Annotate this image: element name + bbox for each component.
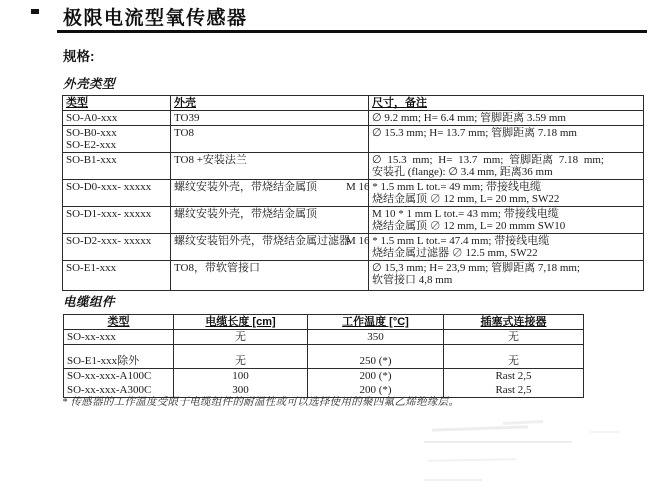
cell-temp: 350 xyxy=(308,330,444,345)
cell-housing: 螺纹安装外壳，带烧结金属顶 xyxy=(171,207,369,234)
cell-connector: 无 xyxy=(444,330,584,345)
cell-housing: TO8 xyxy=(171,126,369,153)
cell-length: 100 xyxy=(174,369,308,384)
cell-type: SO-E1-xxx xyxy=(63,261,171,291)
col-header-length: 电缆长度 [cm] xyxy=(174,315,308,330)
scan-artifact xyxy=(432,425,528,431)
cell-type: SO-B1-xxx xyxy=(63,153,171,180)
cell-length: 无 xyxy=(174,330,308,345)
cell-length: 300 xyxy=(174,383,308,398)
table-row xyxy=(64,345,584,369)
cell-housing: TO8 +安装法兰 xyxy=(171,153,369,180)
col-header-connector: 插塞式连接器 xyxy=(444,315,584,330)
temperature-footnote: * 传感器的工作温度受限于电缆组件的耐温性或可以选择使用的聚四氟乙烯绝缘层。 xyxy=(62,397,460,408)
table-row xyxy=(64,330,584,345)
cell-housing: 螺纹安装铝外壳，带烧结金属过滤器 xyxy=(171,234,369,261)
cell-housing: TO8，带软管接口 xyxy=(171,261,369,291)
cell-length: 无 xyxy=(174,345,308,369)
scan-artifact xyxy=(424,479,482,481)
table-row xyxy=(64,369,584,384)
col-header-type: 类型 xyxy=(63,96,171,111)
cell-temp: 200 (*) xyxy=(308,383,444,398)
cell-dims: ∅ 15.3 mm; H= 13.7 mm; 管脚距离 7.18 mm; 安装孔 (flange): ∅ 3.4 mm, 距离36 mm xyxy=(369,153,644,180)
table-row xyxy=(63,111,644,126)
cable-header-row xyxy=(64,315,584,330)
cell-temp: 200 (*) xyxy=(308,369,444,384)
housing-type-table xyxy=(62,95,644,291)
col-header-housing: 外壳 xyxy=(171,96,369,111)
cell-temp: 250 (*) xyxy=(308,345,444,369)
cell-type: SO-B0-xxx SO-E2-xxx xyxy=(63,126,171,153)
cell-type: SO-D1-xxx- xxxxx xyxy=(63,207,171,234)
cell-dims: M 10 * 1 mm L tot.= 43 mm; 带接线电缆 烧结金属顶 ∅ 12 mm, L= 20 mmm SW10 xyxy=(369,207,644,234)
cell-type: SO-D0-xxx- xxxxx xyxy=(63,180,171,207)
table-row xyxy=(63,207,644,234)
title-rule xyxy=(57,30,647,33)
cell-housing: TO39 xyxy=(171,111,369,126)
scan-artifact xyxy=(503,420,543,425)
cell-type: SO-xx-xxx xyxy=(64,330,174,345)
cell-housing: 螺纹安装外壳，带烧结金属顶 xyxy=(171,180,369,207)
spec-label: 规格: xyxy=(63,49,95,64)
scan-artifact xyxy=(590,431,620,433)
table-row xyxy=(63,153,644,180)
cable-assembly-table xyxy=(63,314,584,398)
cell-connector: Rast 2,5 xyxy=(444,383,584,398)
cell-dims: M 16 * 1.5 mm L tot.= 47.4 mm; 带接线电缆 烧结金属过滤器 ∅ 12.5 mm, SW22 xyxy=(369,234,644,261)
col-header-dims: 尺寸，备注 xyxy=(369,96,644,111)
cell-connector: 无 xyxy=(444,345,584,369)
cell-dims: M 16 * 1.5 mm L tot.= 49 mm; 带接线电缆 烧结金属顶 ∅ 12 mm, L= 20 mm, SW22 xyxy=(369,180,644,207)
table-row xyxy=(63,261,644,291)
cell-connector: Rast 2,5 xyxy=(444,369,584,384)
housing-header-row xyxy=(63,96,644,111)
table-row xyxy=(63,234,644,261)
cell-type: SO-xx-xxx-A300C xyxy=(64,383,174,398)
page-title: 极限电流型氧传感器 xyxy=(63,8,248,29)
housing-section-heading: 外壳类型 xyxy=(63,77,116,91)
cell-type: SO-E1-xxx除外 xyxy=(64,345,174,369)
table-row xyxy=(63,126,644,153)
scan-artifact xyxy=(424,441,572,443)
scan-mark xyxy=(31,9,39,14)
cell-type: SO-D2-xxx- xxxxx xyxy=(63,234,171,261)
cell-dims: ∅ 15.3 mm; H= 13.7 mm; 管脚距离 7.18 mm xyxy=(369,126,644,153)
cell-type: SO-A0-xxx xyxy=(63,111,171,126)
cable-section-heading: 电缆组件 xyxy=(63,295,116,309)
scan-artifact xyxy=(428,458,516,462)
cell-type: SO-xx-xxx-A100C xyxy=(64,369,174,384)
cell-dims: ∅ 15,3 mm; H= 23,9 mm; 管脚距离 7,18 mm; 软管接口 4,8 mm xyxy=(369,261,644,291)
cell-dims: ∅ 9.2 mm; H= 6.4 mm; 管脚距离 3.59 mm xyxy=(369,111,644,126)
col-header-temp: 工作温度 [°C] xyxy=(308,315,444,330)
table-row xyxy=(63,180,644,207)
col-header-type: 类型 xyxy=(64,315,174,330)
